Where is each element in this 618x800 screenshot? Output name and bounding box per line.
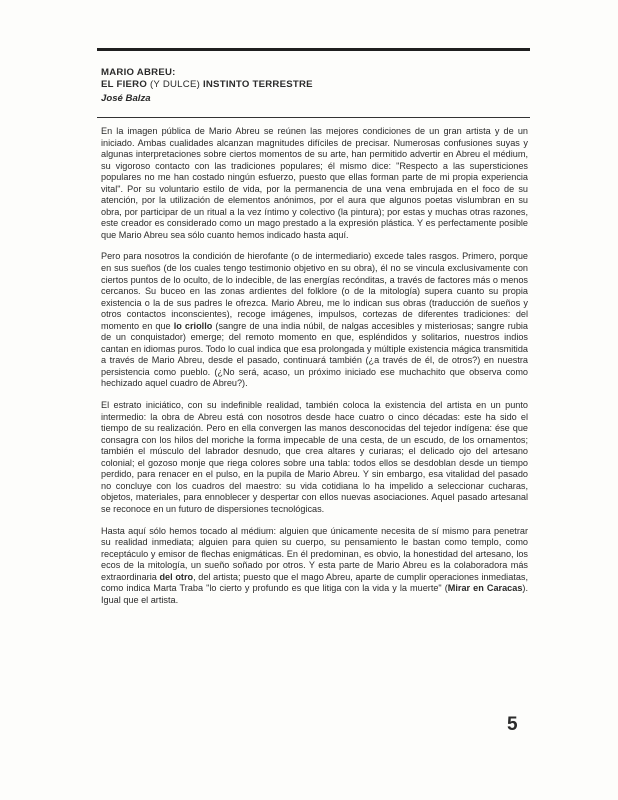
- article-header: [101, 67, 521, 105]
- body-paragraph: [101, 126, 528, 241]
- author-name: José Balza: [101, 93, 151, 104]
- top-rule: [97, 48, 530, 51]
- bold-text: del otro: [159, 571, 194, 582]
- bold-text: Mirar en Caracas: [447, 583, 523, 594]
- title-line-2: [101, 79, 521, 91]
- body-paragraph: [101, 526, 528, 607]
- page-number: 5: [507, 714, 518, 735]
- paragraph-text: , del artista; puesto que el mago Abreu, aparte de cumplir operaciones inmediatas, como indica Marta Traba "lo cierto y profundo es que litiga con la vida y la muerte" (: [101, 571, 528, 594]
- paragraph-text: El estrato iniciático, con su indefinible realidad, también coloca la existencia del artista en un punto intermedio: la obra de Abreu está con nosotros desde hace cuatro o cinco décadas: este ha sido el tiempo de su realización. Pero en ella convergen las manos desconocidas del tejedor indígena: ése que consagra con los hilos del moriche la forma impecable de una cesta, de un escudo, de los ornamentos; también el músculo del labrador desnudo, que crea altares y curiaras; el delicado ojo del artesano colonial; el gozoso monje que riega colores sobre una tabla: todos ellos se desdoblan desde un tiempo perdido, para renacer en el pulso, en la pupila de Mario Abreu. Y sin embargo, esa vitalidad del pasado no concluye con los cuadros del maestro: su vida cotidiana lo ha impelido a seleccionar cucharas, objetos, materiales, para ennoblecer y despertar con ellos nuevas asociaciones. Aquel pasado artesanal se reconoce en un futuro de dispersiones tecnológicas.: [101, 400, 528, 514]
- paragraph-text: En la imagen pública de Mario Abreu se reúnen las mejores condiciones de un gran artista y de un iniciado. Ambas cualidades alcanzan magnitudes difíciles de precisar. Numerosas confusiones suyas y algunas interpretaciones sobre ciertos momentos de su arte, han permitido advertir en Abreu el médium, su vigoroso contacto con las tradiciones populares; él mismo dice: "Respecto a las supersticiones populares no me han costado ningún esfuerzo, puesto que ellas forman parte de mi propia experiencia vital". Por su voluntario estilo de vida, por la permanencia de una vena embrujada en el foco de su atención, por la utilización de elementos anónimos, por el aura que algunos poetas vislumbran en su obra, por participar de un ritual a la vez íntimo y colectivo (la pintura); por estas y muchas otras razones, este creador es considerado como un mago prestado a la expresión plástica. Y es perfectamente posible que Mario Abreu sea sólo cuanto hemos indicado hasta aquí.: [101, 126, 528, 240]
- header-rule: [97, 117, 530, 118]
- body-paragraph: [101, 400, 528, 515]
- paragraph-text: (sangre de una india núbil, de nalgas accesibles y misteriosas; sangre rubia de un conquistador) emerge; del remoto momento en que, espléndidos y solitarios, nuestros indios cantan en idiomas puros. Todo lo cual indica que esa prolongada y múltiple existencia mágica transmitida a través de Mario Abreu, desde el pasado, continuará también (¿a través de él, de otros?) en nuestra persistencia como pueblo. (¿No será, acaso, un próximo iniciado ese muchachito que observa como hechizado aquel cuadro de Abreu?).: [101, 320, 528, 389]
- paragraph-text: Pero para nosotros la condición de hierofante (o de intermediario) excede tales rasgos. Primero, porque en sus sueños (de los cuales tengo testimonio objetivo en su obra), él no se vincula exclusivamente con ciertos puntos de lo oculto, de lo indecible, de las energías recónditas, a través de factores más o menos cercanos. Su buceo en las zonas ardientes del folklore (o de la mitología) supera cuanto su propia existencia o la de sus padres le ofrezca. Mario Abreu, me lo indican sus obras (traducción de sueños y otros contactos inconscientes), recoge imágenes, impulsos, cortezas de diferentes tradiciones: del momento en que: [101, 251, 528, 331]
- paragraph-text: ). Igual que el artista.: [101, 583, 528, 605]
- paragraph-text: Hasta aquí sólo hemos tocado al médium: alguien que únicamente necesita de sí mismo para penetrar su realidad inmediata; alguien para quien su cuerpo, su pensamiento le bastan como templo, como receptáculo y emisor de flechas enigmáticas. En él predominan, es obvio, la honestidad del artesano, los ecos de la mitología, un sueño soñado por otros. Y esta parte de Mario Abreu es la colaboradora más extraordinaria: [101, 525, 528, 582]
- title-line-1: MARIO ABREU:: [101, 67, 176, 78]
- body-paragraph: [101, 251, 528, 390]
- title-part-3: INSTINTO TERRESTRE: [200, 79, 313, 90]
- title-part-1: EL FIERO: [101, 79, 150, 90]
- article-body: [101, 126, 528, 606]
- title-part-2: (Y DULCE): [149, 79, 201, 90]
- bold-text: lo criollo: [173, 320, 213, 331]
